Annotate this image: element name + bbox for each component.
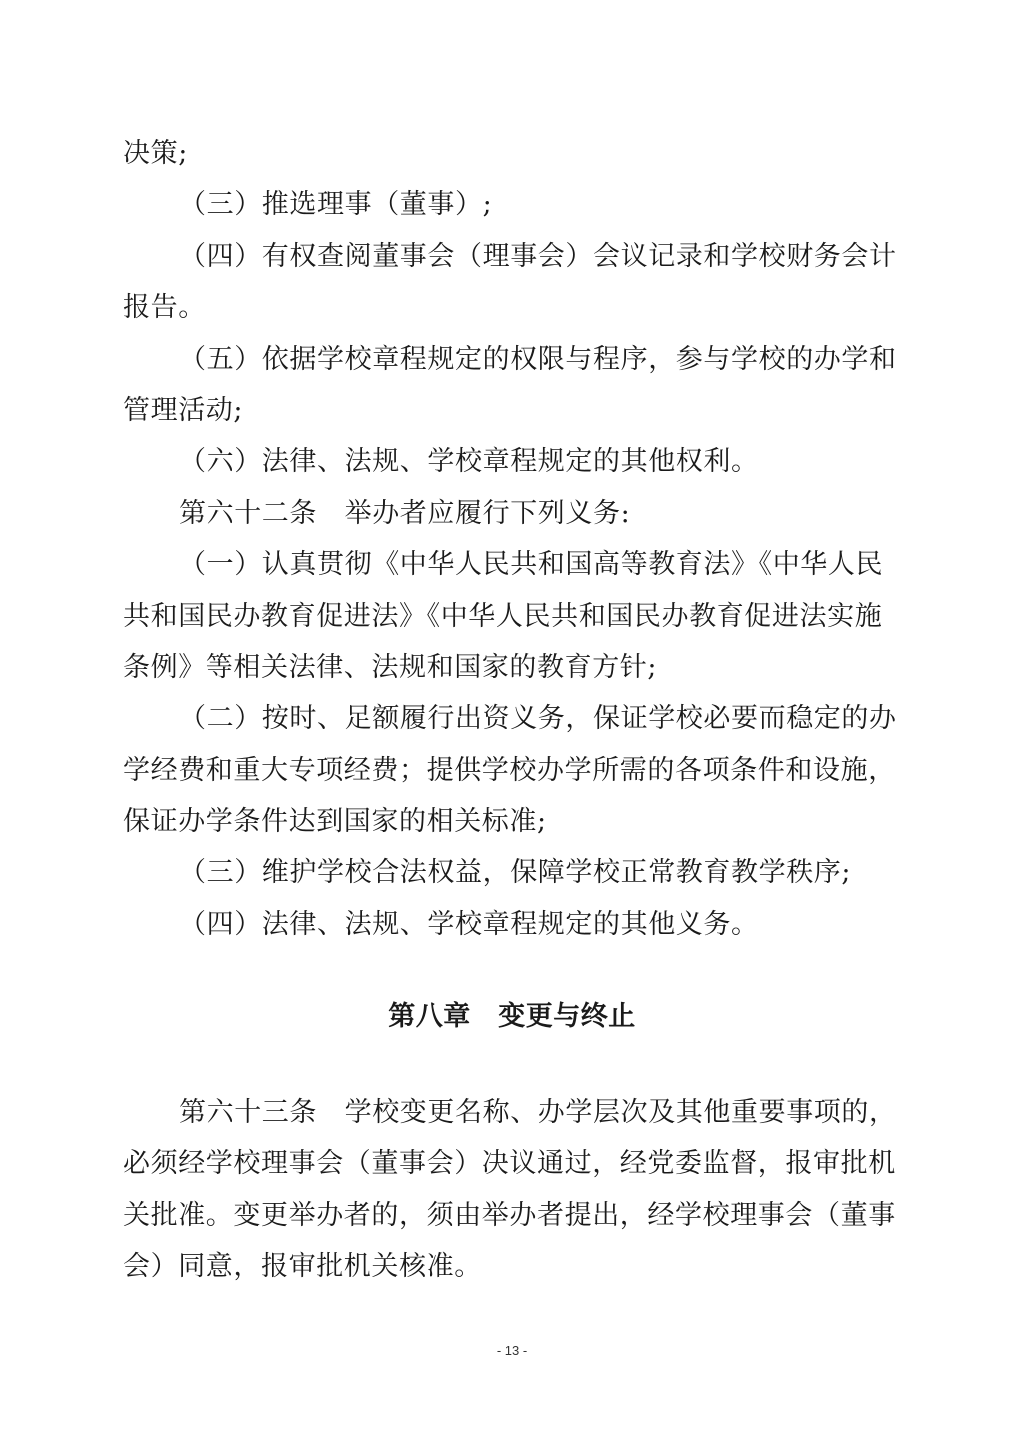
- text-line: （六）法律、法规、学校章程规定的其他权利。: [179, 446, 759, 478]
- text-line: （一）认真贯彻《中华人民共和国高等教育法》《中华人民: [179, 549, 884, 581]
- article-62-heading: 第六十二条 举办者应履行下列义务:: [179, 497, 631, 529]
- text-line: 条例》等相关法律、法规和国家的教育方针;: [123, 651, 658, 683]
- text-line: 管理活动;: [123, 394, 244, 426]
- text-line: （四）有权查阅董事会（理事会）会议记录和学校财务会计: [179, 240, 897, 272]
- page-number: - 13 -: [496, 1343, 528, 1358]
- text-line: 保证办学条件达到国家的相关标准;: [123, 806, 547, 838]
- text-line: 报告。: [123, 292, 206, 324]
- text-line: （五）依据学校章程规定的权限与程序，参与学校的办学和: [179, 343, 897, 375]
- body-text-lower: [123, 1087, 903, 1293]
- text-line: （四）法律、法规、学校章程规定的其他义务。: [179, 908, 759, 940]
- chapter-title: 第八章 变更与终止: [388, 1001, 636, 1032]
- text-line: （三）推选理事（董事）;: [179, 189, 493, 221]
- text-line: （三）维护学校合法权益，保障学校正常教育教学秩序;: [179, 857, 852, 889]
- text-line: 学经费和重大专项经费；提供学校办学所需的各项条件和设施，: [123, 754, 896, 786]
- text-line: （二）按时、足额履行出资义务，保证学校必要而稳定的办: [179, 703, 897, 735]
- text-line: 会）同意，报审批机关核准。: [123, 1251, 482, 1283]
- body-text-upper: [123, 128, 903, 950]
- text-line: 决策;: [123, 138, 188, 169]
- text-line: 关批准。变更举办者的，须由举办者提出，经学校理事会（董事: [123, 1199, 896, 1231]
- text-line: 共和国民办教育促进法》《中华人民共和国民办教育促进法实施: [123, 600, 883, 632]
- article-63-line: 第六十三条 学校变更名称、办学层次及其他重要事项的，: [179, 1097, 897, 1128]
- text-line: 必须经学校理事会（董事会）决议通过，经党委监督，报审批机: [123, 1148, 896, 1180]
